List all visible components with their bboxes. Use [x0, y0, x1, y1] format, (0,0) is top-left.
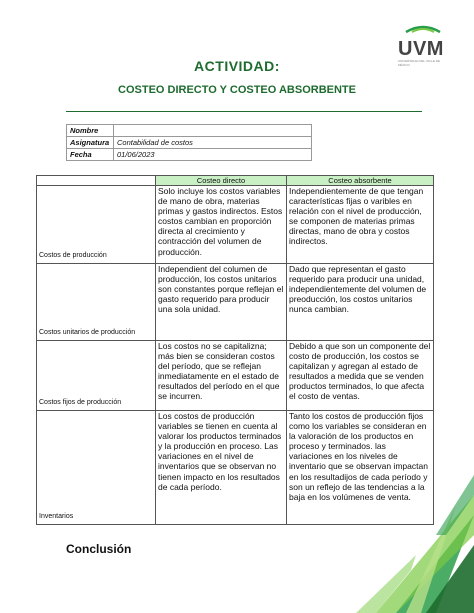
- cell-direct: Independient del columen de producción, los costos unitarios son constantes porque reflejan el gasto requerido para producir una sola unidad.: [156, 264, 287, 341]
- page-title: ACTIVIDAD:: [194, 58, 280, 74]
- table-header-empty: [37, 176, 156, 186]
- cell-absorbent: Debido a que son un componente del costo de producción, los costos se capitalizan y agregan al estado de resultados a medida que se venden productos terminados, lo que afecta el costo de ventas.: [287, 341, 434, 411]
- info-label: Nombre: [67, 125, 114, 137]
- row-label: Costos de producción: [37, 186, 156, 264]
- row-label: Costos fijos de producción: [37, 341, 156, 411]
- table-header-row: [37, 176, 434, 186]
- logo-text: UVM: [398, 38, 444, 60]
- info-value: 01/06/2023: [114, 149, 312, 161]
- row-label: Inventarios: [37, 411, 156, 525]
- info-value: Contabilidad de costos: [114, 137, 312, 149]
- cell-direct: Solo incluye los costos variables de mano de obra, materias primas y gastos indirectos. Estos costos cambian en proporción directa al crecimiento y contracción del volumen de producción.: [156, 186, 287, 264]
- cell-absorbent: Independientemente de que tengan características fijas o varibles en relación con el nivel de producción, se componen de materias primas directas, mano de obra y costos indirectos.: [287, 186, 434, 264]
- row-label: Costos unitarios de producción: [37, 264, 156, 341]
- table-row: [37, 341, 434, 411]
- logo-subtext: UNIVERSIDAD DEL VALLE DE MÉXICO: [398, 59, 441, 67]
- info-label: Fecha: [67, 149, 114, 161]
- title-divider: [66, 111, 422, 112]
- comparison-table: [36, 175, 434, 525]
- info-table: [66, 124, 312, 161]
- info-label: Asignatura: [67, 137, 114, 149]
- cell-absorbent: Dado que representan el gasto requerido para producir una unidad, independientemente del volumen de preoducción, los costos unitarios nunca cambian.: [287, 264, 434, 341]
- table-row: [37, 264, 434, 341]
- table-row: [37, 186, 434, 264]
- cell-direct: Los costos de producción variables se tienen en cuenta al valorar los productos terminados y la producción en proceso. Las variaciones en el nivel de inventarios que se observan no tienen impacto en los resultados de cada período.: [156, 411, 287, 525]
- table-header-absorbent: Costeo absorbente: [287, 176, 434, 186]
- page-subtitle: COSTEO DIRECTO Y COSTEO ABSORBENTE: [118, 84, 356, 96]
- logo-mark-icon: [398, 20, 448, 34]
- info-row: [67, 125, 312, 137]
- info-row: [67, 149, 312, 161]
- conclusion-heading: Conclusión: [66, 542, 132, 556]
- info-row: [67, 137, 312, 149]
- cell-direct: Los costos no se capitalizna; más bien se consideran costos del período, que se reflejan inmediatamente en el estado de resultados del período en el que se incurren.: [156, 341, 287, 411]
- cell-absorbent: Tanto los costos de producción fijos como los variables se consideran en la valoración de los productos en proceso y terminados. las variaciones en los niveles de inventario que se observan impactan en los resultadijos de cada período y son un reflejo de las tendencias a la baja en los volúmenes de venta.: [287, 411, 434, 525]
- decorative-leaf-graphic: [336, 475, 474, 613]
- table-header-direct: Costeo directo: [156, 176, 287, 186]
- info-value: [114, 125, 312, 137]
